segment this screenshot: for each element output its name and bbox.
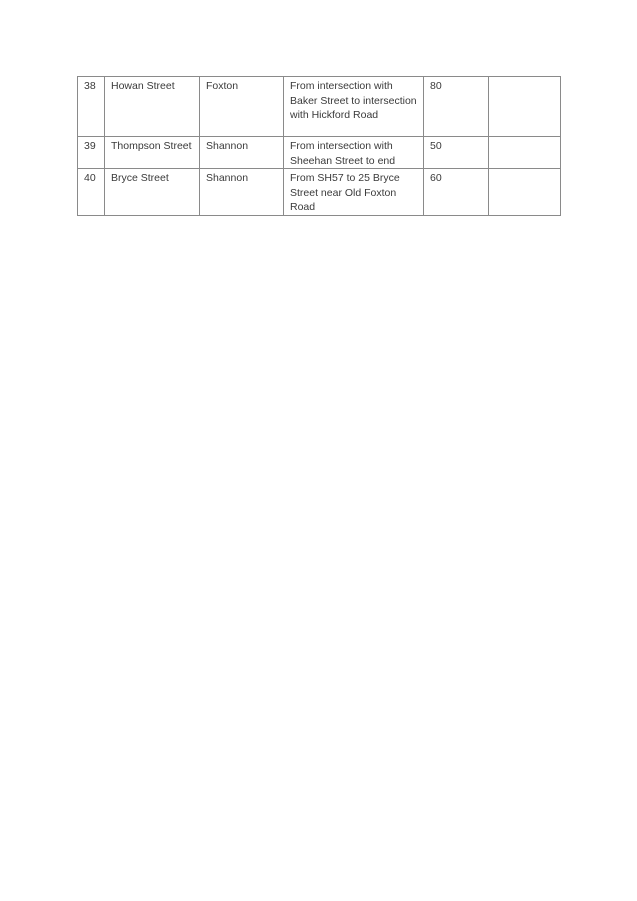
town-cell: Shannon [200,169,284,216]
extent-description-cell: From intersection with Baker Street to intersection with Hickford Road [284,77,424,137]
extent-description-cell: From intersection with Sheehan Street to end [284,137,424,169]
extent-description-cell: From SH57 to 25 Bryce Street near Old Foxton Road [284,169,424,216]
notes-cell [489,137,561,169]
street-name-cell: Bryce Street [105,169,200,216]
row-number-cell: 39 [78,137,105,169]
table-row [78,169,561,216]
speed-limit-cell: 60 [424,169,489,216]
table-row [78,77,561,137]
notes-cell [489,77,561,137]
town-cell: Shannon [200,137,284,169]
street-name-cell: Howan Street [105,77,200,137]
street-name-cell: Thompson Street [105,137,200,169]
speed-limit-cell: 50 [424,137,489,169]
row-number-cell: 38 [78,77,105,137]
speed-limit-table [77,76,561,216]
notes-cell [489,169,561,216]
town-cell: Foxton [200,77,284,137]
speed-limit-cell: 80 [424,77,489,137]
row-number-cell: 40 [78,169,105,216]
table-row [78,137,561,169]
